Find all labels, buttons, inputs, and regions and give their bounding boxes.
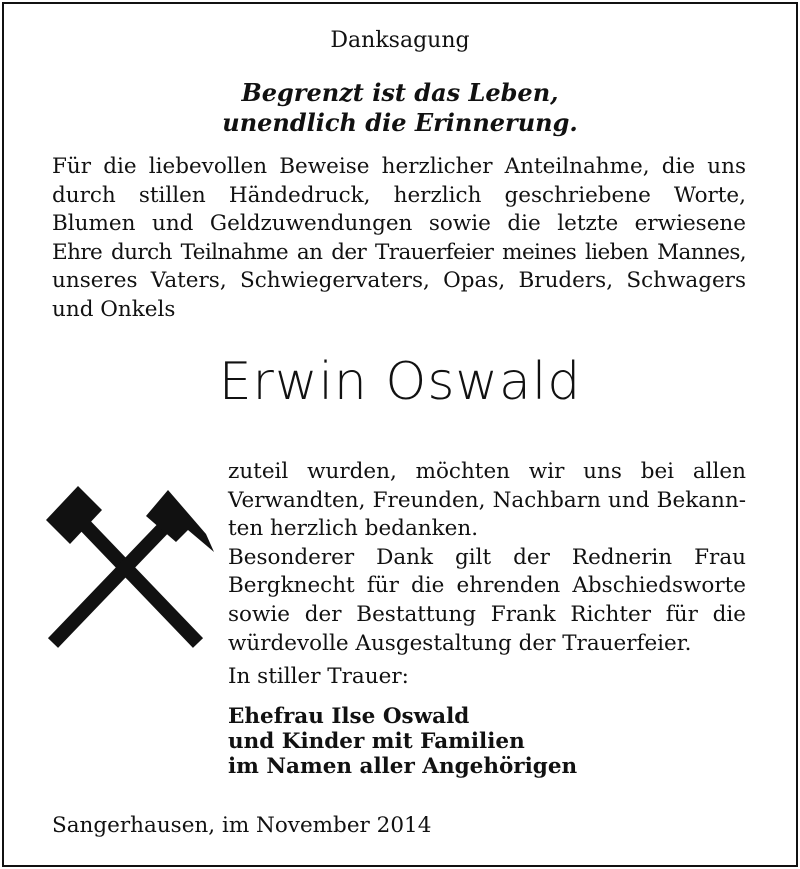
hammer-and-pick-icon: [38, 478, 218, 658]
notice-heading: Danksagung: [330, 28, 470, 53]
thanks-line: zuteil wurden, möchten wir uns bei allen: [228, 459, 746, 484]
intro-line: Ehre durch Teilnahme an der Trauerfeier meines lieben Mannes,: [52, 239, 746, 265]
deceased-name: Erwin Oswald: [218, 352, 582, 412]
intro-line: Für die liebevollen Beweise herzlicher Anteilnahme, die uns: [52, 154, 746, 179]
thanks-line: Bergknecht für die ehrenden Abschiedsworte: [228, 573, 746, 599]
motto-line: Begrenzt ist das Leben,: [241, 78, 559, 107]
intro-line: unseres Vaters, Schwiegervaters, Opas, Bruders, Schwagers: [52, 268, 746, 294]
motto-line: unendlich die Erinnerung.: [222, 108, 578, 137]
signer-line: und Kinder mit Familien: [228, 729, 525, 754]
signer-line: im Namen aller Angehörigen: [228, 754, 578, 779]
thanks-line: ten herzlich bedanken.: [228, 516, 479, 542]
intro-line: Blumen und Geldzuwendungen sowie die letzte erwiesene: [52, 211, 746, 237]
place-date: Sangerhausen, im November 2014: [52, 813, 432, 838]
thanks-line: sowie der Bestattung Frank Richter für die: [228, 601, 746, 627]
thanks-line: Verwandten, Freunden, Nachbarn und Bekann-: [228, 487, 746, 513]
intro-line: durch stillen Händedruck, herzlich geschriebene Worte,: [52, 182, 746, 208]
intro-line: und Onkels: [52, 296, 176, 322]
intro-paragraph: [52, 153, 746, 325]
signers: [228, 704, 577, 779]
motto: [0, 78, 800, 138]
signer-line: Ehefrau Ilse Oswald: [228, 704, 470, 729]
mourning-line: In stiller Trauer:: [228, 664, 409, 689]
thanks-line: würdevolle Ausgestaltung der Trauerfeier.: [228, 630, 692, 656]
thanks-paragraph: [228, 458, 746, 658]
thanks-line: Besonderer Dank gilt der Rednerin Frau: [228, 544, 746, 570]
